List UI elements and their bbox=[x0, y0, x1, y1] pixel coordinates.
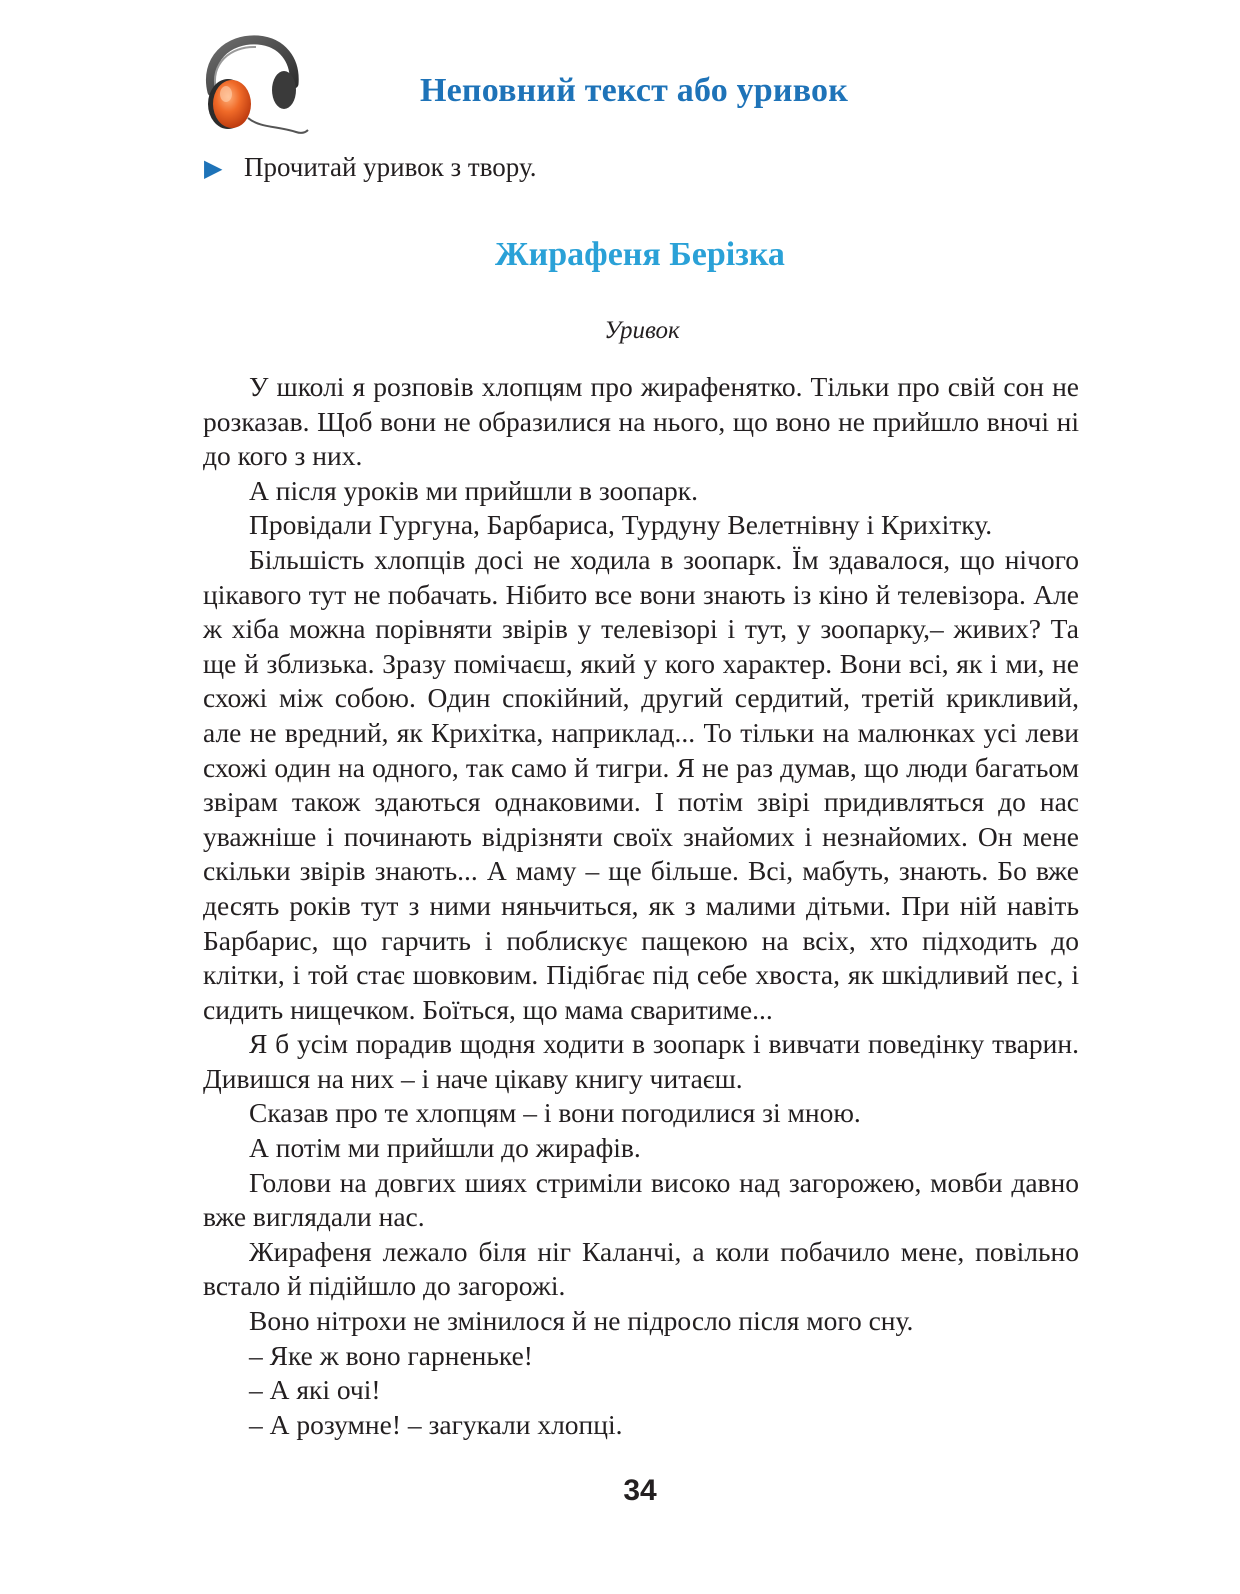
story-title: Жирафеня Берізка bbox=[495, 236, 785, 273]
page-number: 34 bbox=[623, 1474, 657, 1507]
story-paragraph: – А які очі! bbox=[249, 1374, 381, 1406]
section-title: Неповний текст або уривок bbox=[420, 72, 849, 109]
story-paragraph: Більшість хлопців досі не ходила в зоопарк. Їм здавалося, що нічого цікавого тут не побачать. Нібито все вони знають із кіно й телевізора. Але ж хіба можна порівняти звірів у телевізорі і тут, у зоопарку,– живих? Та ще й зблизька. Зразу помічаєш, який у кого характер. Вони всі, як і ми, не схожі між собою. Один спокійний, другий сердитий, третій крикливий, але не вредний, як Крихітка, наприклад... То тільки на малюнках усі леви схожі один на одного, так само й тигри. Я не раз думав, що люди багатьом звірам також здаються однаковими. І потім звірі придивляться до нас уважніше і починають відрізняти своїх знайомих і незнайомих. Он мене скільки звірів знають... А маму – ще більше. Всі, мабуть, знають. Бо вже десять років тут з ними няньчиться, як з малими дітьми. При ній навіть Барбарис, що гарчить і поблискує пащекою на всіх, хто підходить до клітки, і той стає шовковим. Підібгає під себе хвоста, як шкідливий пес, і сидить нищечком. Боїться, що мама сваритиме... bbox=[203, 543, 1079, 1025]
story-paragraph: У школі я розповів хлопцям про жирафенятко. Тільки про свій сон не розказав. Щоб вони не образилися на нього, що воно не прийшло вночі ні до кого з них. bbox=[203, 371, 1079, 472]
story-paragraph: – А розумне! – загукали хлопці. bbox=[249, 1408, 623, 1440]
story-text bbox=[203, 370, 1079, 1442]
story-paragraph: Я б усім порадив щодня ходити в зоопарк і вивчати поведінку тварин. Дивишся на них – і наче цікаву книгу читаєш. bbox=[203, 1028, 1079, 1094]
story-paragraph: А після уроків ми прийшли в зоопарк. bbox=[249, 474, 699, 506]
story-paragraph: Жирафеня лежало біля ніг Каланчі, а коли побачило мене, повільно встало й підійшло до загорожі. bbox=[203, 1235, 1079, 1302]
headphones-icon bbox=[198, 32, 310, 136]
story-paragraph: Провідали Гургуна, Барбариса, Турдуну Велетнівну і Крихітку. bbox=[249, 509, 993, 541]
story-paragraph: Воно нітрохи не змінилося й не підросло після мого сну. bbox=[249, 1305, 914, 1337]
instruction-text: Прочитай уривок з твору. bbox=[244, 152, 537, 182]
story-subtitle: Уривок bbox=[604, 317, 680, 344]
story-paragraph: Сказав про те хлопцям – і вони погодилися зі мною. bbox=[249, 1097, 861, 1129]
story-paragraph: – Яке ж воно гарненьке! bbox=[249, 1339, 533, 1371]
triangle-bullet-icon: ▶ bbox=[204, 154, 223, 182]
instruction bbox=[204, 152, 537, 183]
story-paragraph: А потім ми прийшли до жирафів. bbox=[249, 1132, 641, 1164]
story-paragraph: Голови на довгих шиях стриміли високо над загорожею, мовби давно вже виглядали нас. bbox=[203, 1166, 1079, 1233]
